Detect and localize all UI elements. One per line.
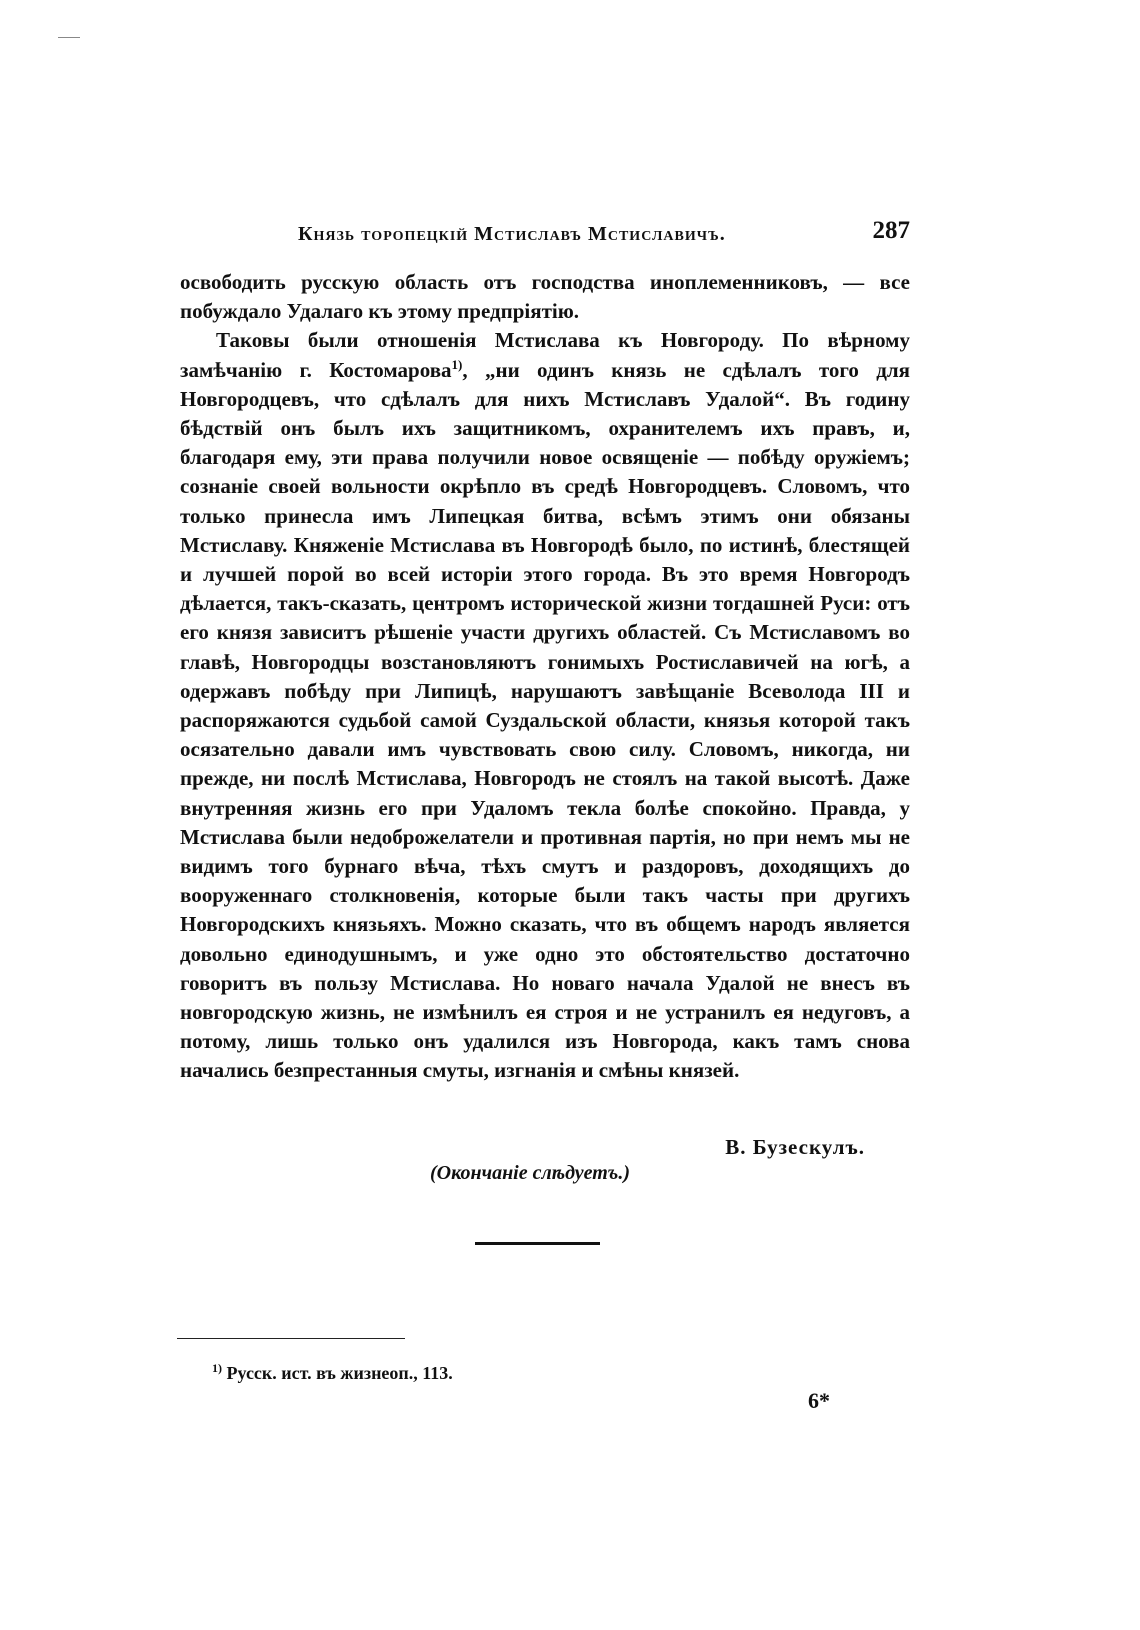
footnote-marker: 1) xyxy=(212,1361,222,1375)
paragraph-text: , „ни одинъ князь не сдѣлалъ того для Новгородцевъ, что сдѣлалъ для нихъ Мстиславъ Удалой“. Въ годину бѣдствій онъ былъ ихъ защитникомъ, охранителемъ ихъ правъ, и, благодаря ему, эти права получили новое освященіе — побѣду оружіемъ; сознаніе своей вольности окрѣпло въ средѣ Новгородцевъ. Словомъ, что только принесла имъ Липецкая битва, всѣмъ этимъ они обязаны Мстиславу. Княженіе Мстислава въ Новгородѣ было, по истинѣ, блестящей и лучшей порой во всей исторіи этого города. Въ это время Новгородъ дѣлается, такъ-сказать, центромъ исторической жизни тогдашней Руси: отъ его князя зависитъ рѣшеніе участи другихъ областей. Съ Мстиславомъ во главѣ, Новгородцы возстановляютъ гонимыхъ Ростиславичей на югѣ, а одержавъ побѣду при Липицѣ, нарушаютъ завѣщаніе Всеволода III и распоряжаются судьбой самой Суздальской области, князья которой такъ осязательно давали имъ чувствовать свою силу. Словомъ, никогда, ни прежде, ни послѣ Мстислава, Новгородъ не стоялъ на такой высотѣ. Даже внутренняя жизнь его при Удаломъ текла болѣе спокойно. Правда, у Мстислава были недоброжелатели и противная партія, но при немъ мы не видимъ того бурнаго вѣча, тѣхъ смутъ и раздоровъ, доходящихъ до вооруженнаго столкновенія, которые были такъ часты при другихъ Новгородскихъ князьяхъ. Можно сказать, что въ общемъ народъ является довольно единодушнымъ, и уже одно это обстоятельство достаточно говоритъ въ пользу Мстислава. Но новаго начала Удалой не внесъ въ новгородскую жизнь, не измѣнилъ ея строя и не устранилъ ея недуговъ, а потому, лишь только онъ удалился изъ Новгорода, какъ тамъ снова начались безпрестанныя смуты, изгнанія и смѣны князей. xyxy=(180,357,910,1083)
paragraph xyxy=(180,326,910,1085)
footnote-text: Русск. ист. въ жизнеоп., 113. xyxy=(222,1363,453,1383)
article-end-rule xyxy=(475,1242,600,1245)
scan-corner-mark xyxy=(58,37,80,38)
page-number: 287 xyxy=(872,217,910,244)
page-header xyxy=(180,215,910,255)
paragraph-text: освободить русскую область отъ господства иноплеменниковъ, — все побуждало Удалаго къ этому предпріятію. xyxy=(180,270,910,324)
paragraph xyxy=(180,268,910,326)
footnote xyxy=(212,1363,453,1384)
footnote-reference: 1) xyxy=(451,356,463,372)
running-title: Князь торопецкій Мстиславъ Мстиславичъ. xyxy=(298,223,726,245)
continuation-note: (Окончаніе слѣдуетъ.) xyxy=(430,1162,630,1184)
body-text xyxy=(180,268,910,1086)
author-signature: В. Бузескулъ. xyxy=(725,1135,865,1159)
printer-signature-mark: 6* xyxy=(808,1388,830,1413)
paragraph-text: Таковы были отношенія Мстислава къ Новгороду. По вѣрному замѣчанію г. Костомарова xyxy=(180,328,910,382)
footnote-separator xyxy=(177,1338,405,1339)
